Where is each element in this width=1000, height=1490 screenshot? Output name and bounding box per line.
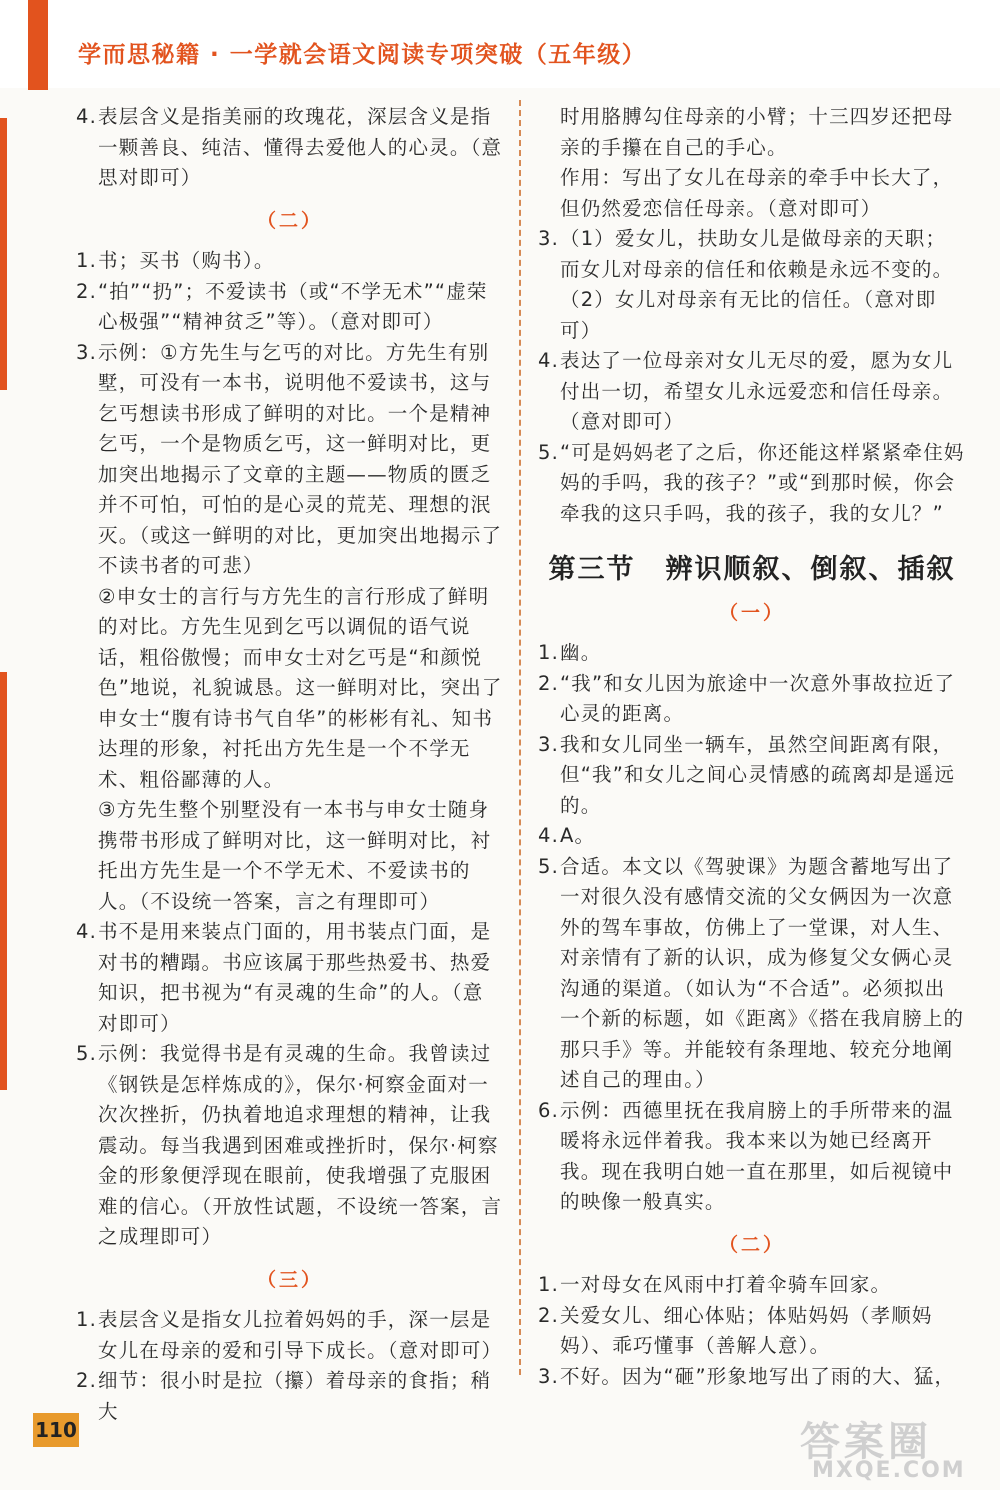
left-column (76, 102, 504, 1427)
answer-paragraph: （2）女儿对母亲有无比的信任。（意对即可） (560, 288, 937, 342)
watermark-url: MXQE.COM (812, 1458, 966, 1483)
answer-item: 3. 我和女儿同坐一辆车，虽然空间距离有限，但“我”和女儿之间心灵情感的疏离却是遥远的。 (538, 732, 956, 817)
column-divider (519, 100, 521, 1375)
left-edge-strip-bottom (0, 672, 7, 1090)
answer-item: 3. （1）爱女儿，扶助女儿是做母亲的天职；而女儿对母亲的信任和依赖是永远不变的。 (538, 227, 954, 281)
answer-item: 1. 幽。 (538, 641, 602, 664)
book-title: 学而思秘籍 · 一学就会语文阅读专项突破（五年级） (78, 42, 647, 68)
answer-item: 6. 示例：西德里抚在我肩膀上的手所带来的温暖将永远伴着我。我本来以为她已经离开我。现在我明白她一直在那里，如后视镜中的映像一般真实。 (538, 1098, 954, 1213)
section-name: 辨识顺叙、倒叙、插叙 (665, 554, 956, 585)
answer-item: 1. 表层含义是指女儿拉着妈妈的手，深一层是女儿在母亲的爱和引导下成长。（意对即可） (76, 1308, 503, 1362)
answer-item: 2. “我”和女儿因为旅途中一次意外事故拉近了心灵的距离。 (538, 671, 956, 725)
answer-item: 4. 表达了一位母亲对女儿无尽的爱，愿为女儿付出一切，希望女儿永远爱恋和信任母亲。（意对即可） (538, 349, 954, 433)
answer-item: 5. 合适。本文以《驾驶课》为题含蓄地写出了一对很久没有感情交流的父女俩因为一次意外的驾车事故，仿佛上了一堂课，对人生、对亲情有了新的认识，成为修复父女俩心灵沟通的渠道。（如认为“不合适”。必须拟出一个新的标题，如《距离》《搭在我肩膀上的那只手》等。并能较有条理地、较充分地阐述自己的理由。） (538, 854, 965, 1091)
answer-item: 1. 书；买书（购书）。 (76, 249, 275, 272)
right-column (538, 102, 966, 1392)
page-number: 110 (33, 1413, 79, 1447)
answer-item: 1. 一对母女在风雨中打着伞骑车回家。 (538, 1273, 892, 1296)
subsection-heading-2: （二） (718, 1233, 785, 1256)
watermark-logo: 答案圈 (800, 1419, 932, 1465)
answer-item: 4. 表层含义是指美丽的玫瑰花，深层含义是指一颗善良、纯洁、懂得去爱他人的心灵。（意思对即可） (76, 105, 503, 189)
answer-item: 4. 书不是用来装点门面的，用书装点门面，是对书的糟蹋。书应该属于那些热爱书、热爱知识，把书视为“有灵魂的生命”的人。（意对即可） (76, 920, 492, 1035)
answer-item: 5. 示例：我觉得书是有灵魂的生命。我曾读过《钢铁是怎样炼成的》，保尔·柯察金面对一次次挫折，仍执着地追求理想的精神，让我震动。每当我遇到困难或挫折时，保尔·柯察金的形象便浮现在眼前，使我增强了克服困难的信心。（开放性试题，不设统一答案，言之成理即可） (76, 1042, 503, 1248)
answer-item: 2. “拍”“扔”；不爱读书（或“不学无术”“虚荣心极强”“精神贫乏”等）。（意对即可） (76, 279, 488, 333)
answer-item: 3. 示例：①方先生与乞丐的对比。方先生有别墅，可没有一本书，说明他不爱读书，这与乞丐想读书形成了鲜明的对比。一个是精神乞丐，一个是物质乞丐，这一鲜明对比，更加突出地揭示了文章的主题——物质的匮乏并不可怕，可怕的是心灵的荒芜、理想的泯灭。（或这一鲜明的对比，更加突出地揭示了不读书者的可悲） (76, 340, 503, 577)
answer-paragraph: ③方先生整个别墅没有一本书与申女士随身携带书形成了鲜明对比，这一鲜明对比，衬托出方先生是一个不学无术、不爱读书的人。（不设统一答案，言之有理即可） (98, 798, 492, 913)
subsection-heading-2: （二） (256, 209, 323, 232)
answer-paragraph: 作用：写出了女儿在母亲的牵手中长大了，但仍然爱恋信任母亲。（意对即可） (560, 166, 954, 220)
section-title (538, 555, 966, 586)
header-accent-tab (28, 0, 48, 90)
section-label: 第三节 (548, 554, 636, 585)
answer-item: 2. 细节：很小时是拉（攥）着母亲的食指；稍大 (76, 1369, 492, 1423)
left-edge-strip-top (0, 118, 7, 390)
answer-item: 3. 不好。因为“砸”形象地写出了雨的大、猛， (538, 1364, 956, 1388)
answer-item: 5. “可是妈妈老了之后，你还能这样紧紧牵住妈妈的手吗，我的孩子？”或“到那时候，你会牵我的这只手吗，我的孩子，我的女儿？” (538, 440, 965, 525)
subsection-heading-3: （三） (256, 1268, 323, 1291)
subsection-heading-1: （一） (718, 601, 785, 624)
answer-item: 4. A。 (538, 824, 596, 847)
answer-paragraph: ②申女士的言行与方先生的言行形成了鲜明的对比。方先生见到乞丐以调侃的语气说话，粗俗傲慢；而申女士对乞丐是“和颜悦色”地说，礼貌诚恳。这一鲜明对比，突出了申女士“腹有诗书气自华”的彬彬有礼、知书达理的形象，衬托出方先生是一个不学无术、粗俗鄙薄的人。 (98, 584, 503, 791)
answer-paragraph: 时用胳膊勾住母亲的小臂；十三四岁还把母亲的手攥在自己的手心。 (560, 105, 954, 159)
answer-item: 2. 关爱女儿、细心体贴；体贴妈妈（孝顺妈妈）、乖巧懂事（善解人意）。 (538, 1303, 933, 1357)
